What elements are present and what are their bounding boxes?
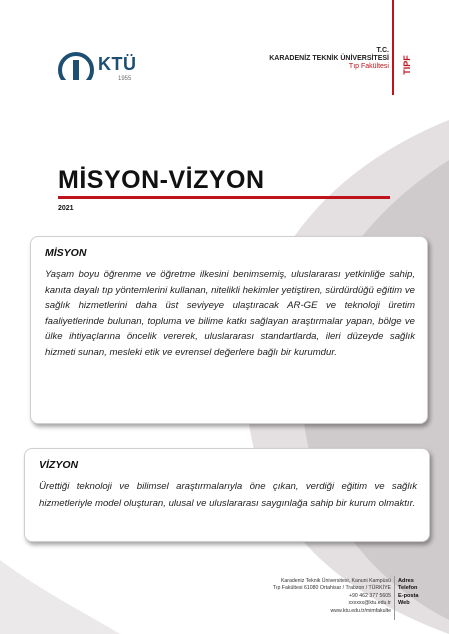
footer-web: www.ktu.edu.tr/mimfakulte: [330, 607, 391, 614]
footer-divider: [394, 576, 395, 620]
footer-contact-labels: [398, 578, 419, 608]
mission-heading: MİSYON: [45, 247, 87, 259]
footer-contact-values: [273, 578, 391, 615]
footer-email: xxxxxx@ktu.edu.tr: [348, 600, 391, 607]
university-name: KARADENİZ TEKNİK ÜNİVERSİTESİ: [269, 55, 389, 62]
footer-address-line1: Karadeniz Teknik Üniversitesi, Kanuni Kampüsü: [280, 578, 391, 584]
vision-heading: VİZYON: [39, 459, 79, 471]
vision-text: Ürettiği teknoloji ve bilimsel araştırmalarıyla öne çıkan, verdiği eğitim ve sağlık hizmetleriyle model oluşturan, ulusal ve uluslararası saygınlağa sahip bir kurum olmaktır.: [39, 481, 417, 509]
mission-text: Yaşam boyu öğrenme ve öğretme ilkesini benimsemiş, uluslararası yetkinliğe sahip, kanıta dayalı tıp yöntemlerini kullanan, nitelikli hekimler yetiştiren, sürdürdüğü eğitim ve sağlık hizmetlerini daha üst seviyeye ulaştıracak AR-GE ve teknoloji üretim faaliyetlerinde bulunan, topluma ve bilime katkı sağlayan araştırmalar yapan, bölge ve ülke ihtiyaçlarına öncelik vererek, uluslararası standartlarda, ileri düzeyde sağlık hizmeti sunan, mesleki etik ve evrensel değerlere bağlı bir kurumdur.: [45, 269, 415, 358]
footer-label-phone: Telefon: [398, 585, 418, 592]
title-underline: [58, 196, 390, 199]
faculty-name: Tıp Fakültesi: [348, 63, 389, 70]
footer-address-line2: Tıp Fakültesi 61080 Ortahisar / Trabzon / TÜRKİYE: [272, 585, 391, 592]
republic-label: T.C.: [376, 47, 389, 54]
footer-label-web: Web: [398, 600, 410, 607]
logo-year: 1955: [118, 76, 132, 82]
logo-text: KTÜ: [98, 54, 137, 74]
header-divider: [392, 0, 394, 95]
ktu-logo: [58, 52, 158, 92]
document-year: 2021: [58, 205, 74, 212]
mission-card: [30, 236, 428, 424]
footer-phone: +90 462 377 5605: [349, 592, 391, 599]
side-label: TIPF: [402, 55, 412, 75]
footer-label-address: Adres: [398, 578, 414, 584]
institution-block: [269, 47, 389, 70]
footer-label-email: E-posta: [398, 592, 419, 599]
ktu-emblem-icon: [58, 52, 94, 88]
page-title: MİSYON-VİZYON: [58, 166, 265, 194]
vision-card: [24, 448, 430, 542]
